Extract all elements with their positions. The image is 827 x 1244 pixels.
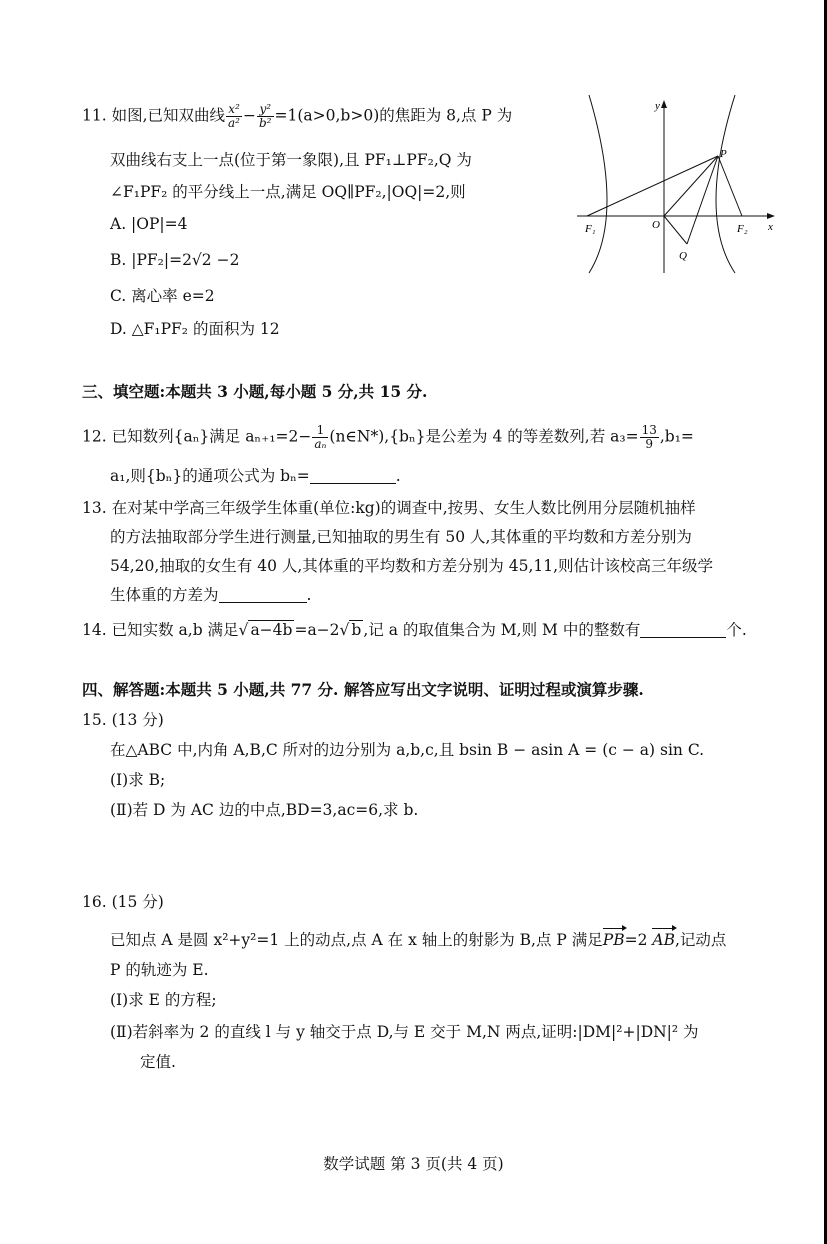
x-axis-arrow (767, 213, 775, 219)
frac-1-an: $\frac{1}{\text{aₙ}}$ (314, 423, 327, 451)
q12-line1 (82, 424, 694, 451)
label-o: O (652, 219, 660, 231)
q16-line1 (110, 928, 726, 952)
q14-sqrt-b: b (351, 621, 362, 639)
q14-text-b: =a−2 (294, 621, 340, 639)
q13-line4 (110, 583, 311, 607)
q15-statement: 在△ABC 中,内角 A,B,C 所对的边分别为 a,b,c,且 bsin B − asin A = (c − a) sin C. (110, 741, 705, 759)
page-footer: 数学试题 第 3 页(共 4 页) (323, 1155, 504, 1173)
hyperbola-figure (575, 95, 785, 275)
y-axis-arrow (661, 100, 667, 108)
q13-answer-blank[interactable] (219, 586, 307, 603)
segment-op (664, 156, 718, 216)
section3-heading: 三、填空题:本题共 3 小题,每小题 5 分,共 15 分. (82, 382, 428, 401)
q11-eq: =1 (274, 106, 298, 125)
q11-line1: 11. 如图,已知双曲线 $\frac{\text{x²}}{\text{a²}}$ − $\frac{\text{y²}}{\text{b²}}$ =1(a>0,b>0)的焦距为 8,点 P 为 (82, 102, 513, 130)
section4-heading: 四、解答题:本题共 5 小题,共 77 分. 解答应写出文字说明、证明过程或演算步骤. (82, 680, 644, 699)
q16-text-b: ,记动点 (674, 931, 727, 949)
label-p: P (720, 148, 727, 160)
segment-pf2 (718, 156, 742, 216)
q11-text-a: 如图,已知双曲线 (111, 106, 226, 125)
q12-line2 (110, 464, 401, 488)
hyperbola-left-branch (589, 95, 607, 273)
q14-text-c: ,记 a 的取值集合为 M,则 M 中的整数有 (363, 621, 641, 639)
segment-oq (664, 216, 687, 244)
q14-sqrt-expr: a−4b (250, 621, 293, 639)
q16-line2: P 的轨迹为 E. (110, 961, 209, 979)
q11-option-d: D. △F₁PF₂ 的面积为 12 (110, 320, 280, 338)
q16-text-a: 已知点 A 是圆 x²+y²=1 上的动点,点 A 在 x 轴上的射影为 B,点 P 满足 (110, 931, 603, 949)
label-f1: F₁ (585, 223, 596, 235)
q11-number: 11. (82, 106, 107, 125)
q11-line3: ∠F₁PF₂ 的平分线上一点,满足 OQ∥PF₂,|OQ|=2,则 (110, 183, 466, 201)
q16-part2-cont: 定值. (140, 1053, 176, 1071)
q16-heading: 16. (15 分) (82, 893, 164, 911)
label-y: y (655, 100, 660, 112)
label-f2: F₂ (737, 223, 748, 235)
q12-text-c: ,b₁= (659, 427, 694, 446)
q14-answer-blank[interactable] (640, 621, 726, 638)
q15-heading: 15. (13 分) (82, 711, 164, 729)
q13-text-1: 在对某中学高三年级学生体重(单位:kg)的调查中,按男、女生人数比例用分层随机抽样 (111, 499, 696, 517)
hyperbola-right-branch (716, 95, 735, 273)
label-x: x (768, 221, 773, 233)
q16-part2: (Ⅱ)若斜率为 2 的直线 l 与 y 轴交于点 D,与 E 交于 M,N 两点,证明:|DM|²+|DN|² 为 (110, 1023, 699, 1041)
q13-line2: 的方法抽取部分学生进行测量,已知抽取的男生有 50 人,其体重的平均数和方差分别为 (110, 528, 692, 546)
q14-line1: 14. 已知实数 a,b 满足√ a−4b =a−2√ b ,记 a 的取值集合为 M,则 M 中的整数有 个. (82, 621, 747, 639)
q14-number: 14. (82, 621, 107, 639)
q13-line1 (82, 496, 696, 520)
q11-option-b: B. |PF₂|=2√2 −2 (110, 251, 240, 269)
vector-pb: PB (603, 928, 625, 952)
label-q: Q (679, 250, 687, 262)
q11-option-a: A. |OP|=4 (110, 215, 188, 233)
q15-part2: (Ⅱ)若 D 为 AC 边的中点,BD=3,ac=6,求 b. (110, 801, 419, 819)
q11-line2: 双曲线右支上一点(位于第一象限),且 PF₁⊥PF₂,Q 为 (110, 151, 472, 169)
q12-number: 12. (82, 427, 107, 446)
q16-eq: =2 (624, 931, 648, 949)
q13-number: 13. (82, 499, 107, 517)
q13-line3: 54,20,抽取的女生有 40 人,其体重的平均数和方差分别为 45,11,则估计该校高三年级学 (110, 557, 714, 575)
q12-text-b: (n∈N*),{bₙ}是公差为 4 的等差数列,若 a₃= (329, 427, 639, 446)
q15-part1: (Ⅰ)求 B; (110, 771, 166, 789)
segment-pq (687, 156, 718, 244)
q14-text-d: 个. (726, 621, 747, 639)
frac-x2-a2: $\frac{\text{x²}}{\text{a²}}$ (228, 102, 240, 130)
q12-text-l2a: a₁,则{bₙ}的通项公式为 bₙ= (110, 467, 310, 485)
frac-y2-b2: $\frac{\text{y²}}{\text{b²}}$ (259, 102, 272, 130)
q14-text-a: 已知实数 a,b 满足 (111, 621, 239, 639)
q11-text-b: (a>0,b>0)的焦距为 8,点 P 为 (297, 106, 513, 125)
q13-period: . (306, 586, 312, 604)
vector-ab: AB (652, 928, 675, 952)
q12-period: . (395, 467, 401, 485)
q11-option-c: C. 离心率 e=2 (110, 287, 215, 305)
frac-13-9: $\frac{13}{9}$ (641, 423, 657, 451)
q16-part1: (Ⅰ)求 E 的方程; (110, 991, 217, 1009)
q12-text-a: 已知数列{aₙ}满足 aₙ₊₁=2− (111, 427, 312, 446)
q12-answer-blank[interactable] (310, 467, 396, 484)
q13-text-l4a: 生体重的方差为 (110, 586, 219, 604)
